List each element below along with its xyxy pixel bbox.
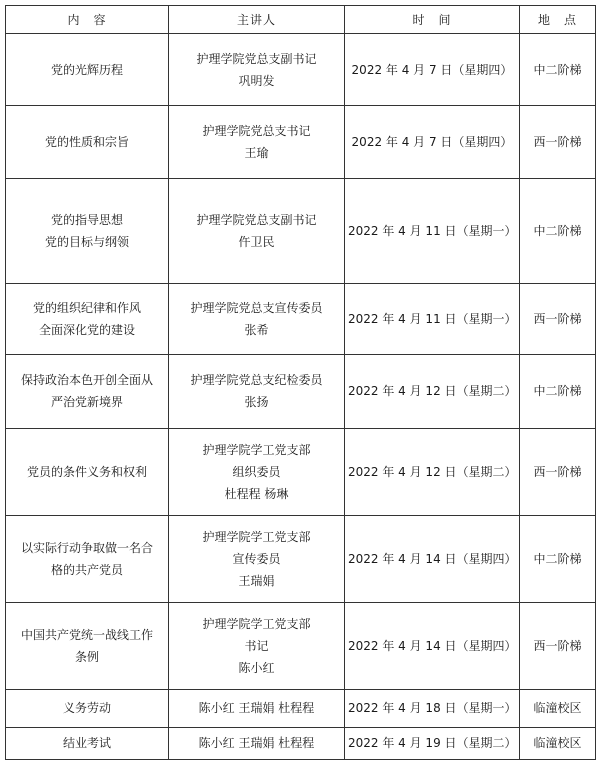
speaker-cell (169, 602, 345, 689)
place-cell: 临潼校区 (520, 727, 596, 759)
content-cell (6, 429, 169, 516)
speaker-cell (169, 106, 345, 178)
speaker-cell-line: 张希 (244, 322, 269, 337)
speaker-cell-line: 护理学院党总支纪检委员 (190, 373, 323, 388)
speaker-cell-line: 护理学院党总支副书记 (196, 213, 317, 228)
content-cell-line: 党的性质和宗旨 (44, 135, 129, 150)
content-cell (6, 34, 169, 106)
speaker-cell-line: 王瑞娟 (238, 573, 275, 588)
speaker-cell-line: 陈小红 王瑞娟 杜程程 (198, 736, 315, 751)
time-cell: 2022 年 4 月 11 日（星期一） (345, 284, 520, 354)
speaker-cell (169, 178, 345, 283)
speaker-cell-line: 护理学院党总支书记 (202, 124, 311, 139)
place-cell: 中二阶梯 (520, 178, 596, 283)
content-cell-line: 严治党新境界 (50, 395, 123, 410)
content-cell-line: 党的目标与纲领 (44, 235, 129, 250)
content-cell-line: 中国共产党统一战线工作 (20, 627, 153, 642)
place-cell: 中二阶梯 (520, 354, 596, 428)
schedule-table (5, 5, 596, 760)
place-cell: 西一阶梯 (520, 284, 596, 354)
speaker-cell (169, 284, 345, 354)
speaker-cell (169, 354, 345, 428)
content-cell-line: 结业考试 (62, 736, 111, 751)
content-cell-line: 格的共产党员 (50, 562, 123, 577)
table-row (6, 106, 596, 178)
content-cell-line: 条例 (74, 649, 99, 664)
speaker-cell-line: 陈小红 (238, 660, 275, 675)
time-cell: 2022 年 4 月 19 日（星期二） (345, 727, 520, 759)
header-row (6, 6, 596, 34)
place-cell: 中二阶梯 (520, 34, 596, 106)
speaker-cell (169, 689, 345, 727)
header-time: 时 间 (345, 6, 520, 34)
content-cell-line: 党的指导思想 (50, 213, 123, 228)
time-cell: 2022 年 4 月 11 日（星期一） (345, 178, 520, 283)
place-cell: 西一阶梯 (520, 106, 596, 178)
speaker-cell-line: 张扬 (244, 395, 269, 410)
time-cell: 2022 年 4 月 7 日（星期四） (345, 34, 520, 106)
table-row (6, 689, 596, 727)
content-cell (6, 689, 169, 727)
table-row (6, 354, 596, 428)
speaker-cell-line: 宣传委员 (232, 551, 281, 566)
speaker-cell-line: 护理学院党总支副书记 (196, 51, 317, 66)
time-cell: 2022 年 4 月 12 日（星期二） (345, 354, 520, 428)
content-cell-line: 党的光辉历程 (50, 62, 123, 77)
speaker-cell-line: 巩明发 (238, 73, 275, 88)
table-row (6, 178, 596, 283)
speaker-cell (169, 727, 345, 759)
speaker-cell (169, 34, 345, 106)
time-cell: 2022 年 4 月 18 日（星期一） (345, 689, 520, 727)
speaker-cell-line: 护理学院党总支宣传委员 (190, 300, 323, 315)
content-cell-line: 全面深化党的建设 (38, 322, 135, 337)
time-cell: 2022 年 4 月 12 日（星期二） (345, 429, 520, 516)
speaker-cell-line: 护理学院学工党支部 (202, 529, 311, 544)
content-cell (6, 515, 169, 602)
content-cell-line: 保持政治本色开创全面从 (20, 373, 153, 388)
content-cell (6, 354, 169, 428)
table-row (6, 602, 596, 689)
table-row (6, 515, 596, 602)
table-row (6, 284, 596, 354)
content-cell (6, 284, 169, 354)
place-cell: 西一阶梯 (520, 429, 596, 516)
time-cell: 2022 年 4 月 14 日（星期四） (345, 515, 520, 602)
header-content: 内 容 (6, 6, 169, 34)
table-row (6, 429, 596, 516)
speaker-cell-line: 陈小红 王瑞娟 杜程程 (198, 701, 315, 716)
speaker-cell (169, 429, 345, 516)
speaker-cell-line: 书记 (244, 638, 269, 653)
content-cell-line: 义务劳动 (62, 701, 111, 716)
speaker-cell-line: 组织委员 (232, 464, 281, 479)
place-cell: 中二阶梯 (520, 515, 596, 602)
content-cell (6, 602, 169, 689)
time-cell: 2022 年 4 月 14 日（星期四） (345, 602, 520, 689)
content-cell-line: 党员的条件义务和权利 (26, 464, 147, 479)
table-row (6, 34, 596, 106)
content-cell (6, 178, 169, 283)
content-cell-line: 以实际行动争取做一名合 (20, 540, 153, 555)
speaker-cell (169, 515, 345, 602)
speaker-cell-line: 杜程程 杨琳 (224, 486, 289, 501)
content-cell (6, 727, 169, 759)
content-cell (6, 106, 169, 178)
table-row (6, 727, 596, 759)
place-cell: 西一阶梯 (520, 602, 596, 689)
header-place: 地 点 (520, 6, 596, 34)
speaker-cell-line: 护理学院学工党支部 (202, 616, 311, 631)
header-speaker: 主讲人 (169, 6, 345, 34)
content-cell-line: 党的组织纪律和作风 (32, 300, 141, 315)
speaker-cell-line: 王瑜 (244, 146, 269, 161)
time-cell: 2022 年 4 月 7 日（星期四） (345, 106, 520, 178)
speaker-cell-line: 护理学院学工党支部 (202, 442, 311, 457)
speaker-cell-line: 仵卫民 (238, 235, 275, 250)
place-cell: 临潼校区 (520, 689, 596, 727)
